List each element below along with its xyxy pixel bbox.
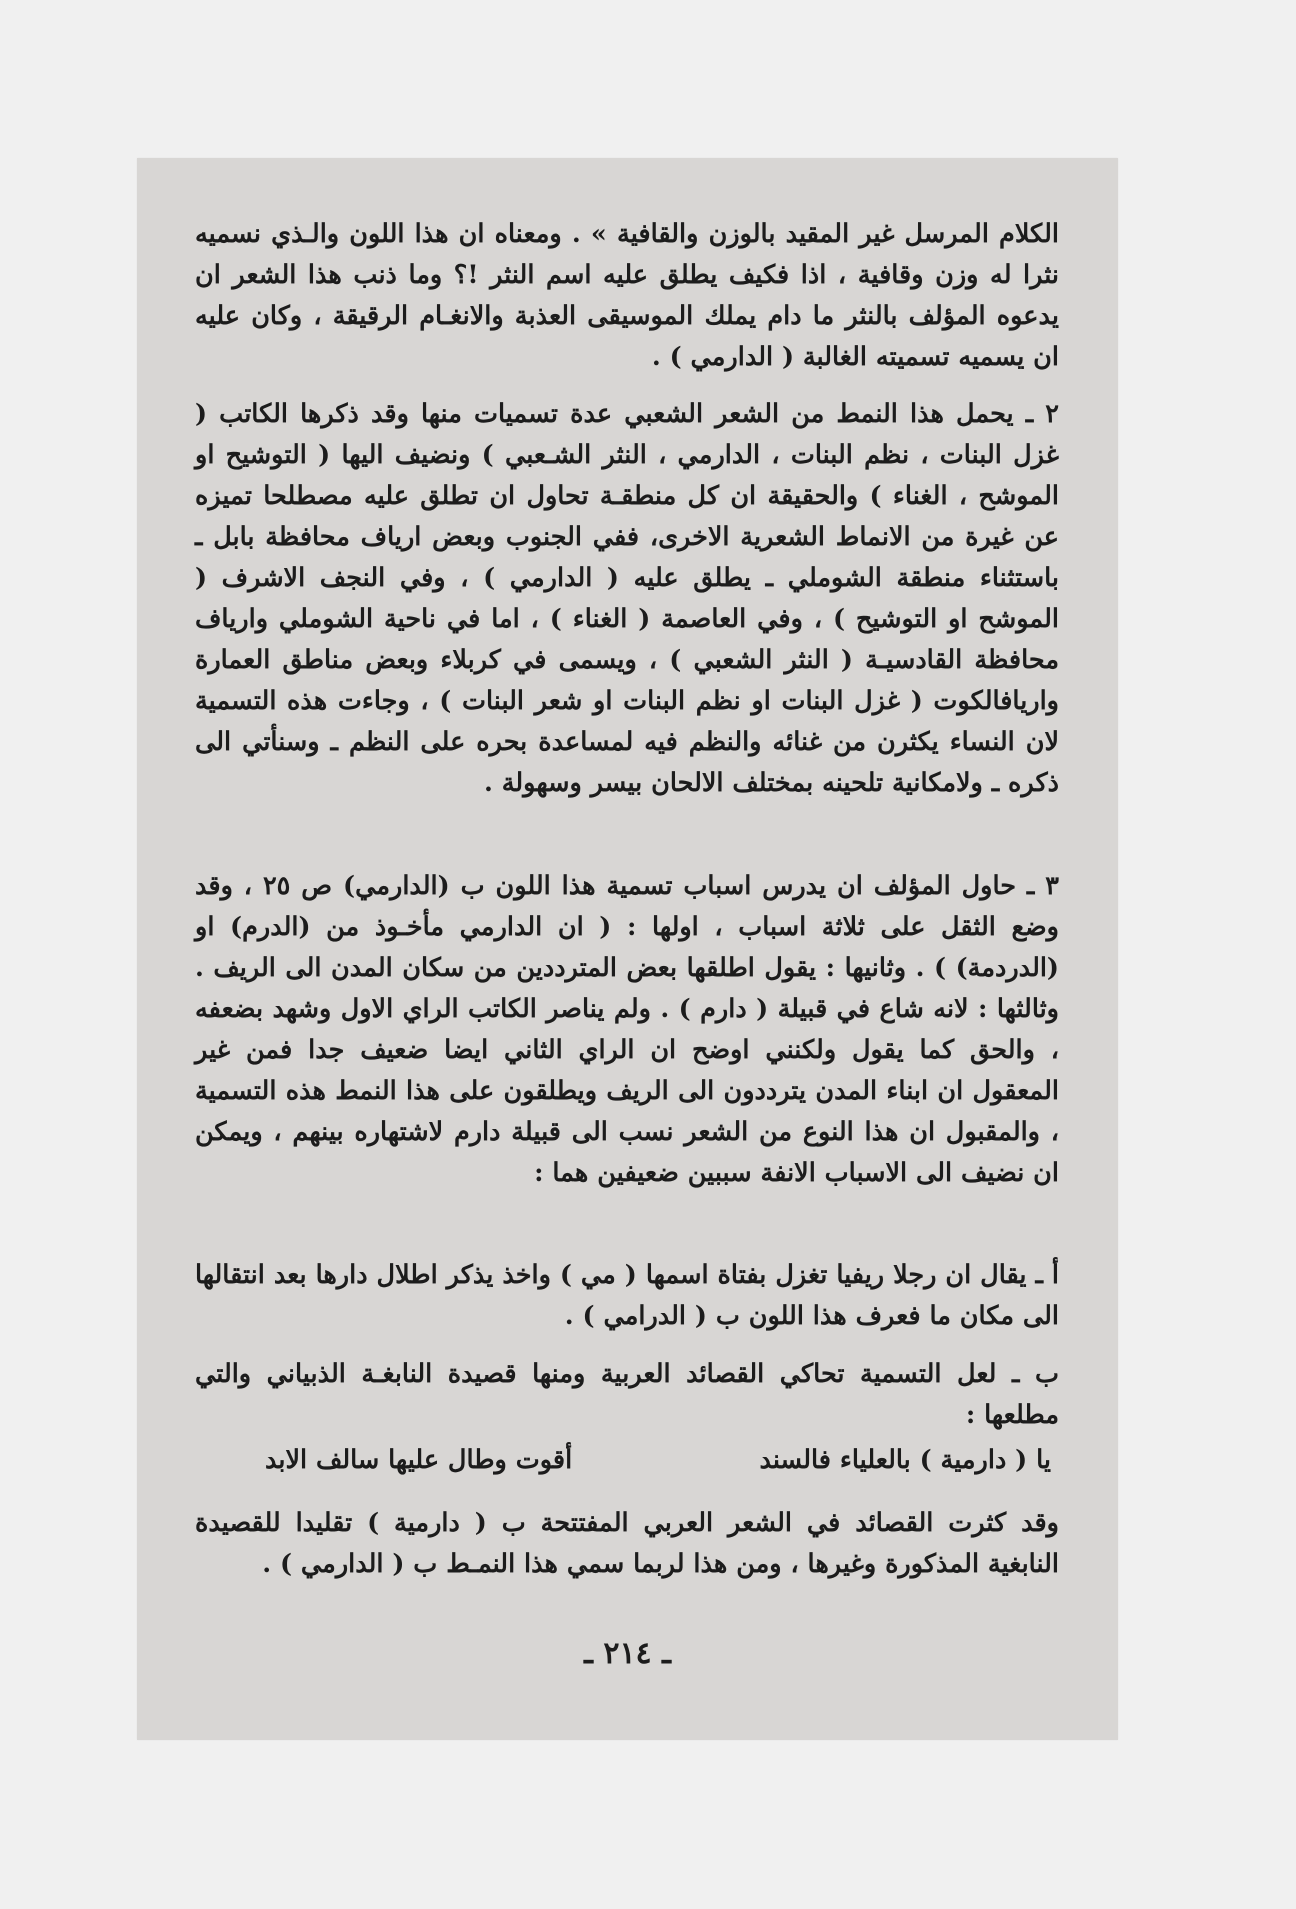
poem-verse [195,1440,1059,1481]
paragraph-closing: وقد كثرت القصائد في الشعر العربي المفتتحة ب ( دارمية ) تقليدا للقصيدة النابغية المذكورة وغيرها ، ومن هذا لربما سمي هذا النمـط ب ( الدارمي ) . [195,1508,1059,1579]
paragraph-b: ب ـ لعل التسمية تحاكي القصائد العربية ومنها قصيدة النابغـة الذبياني والتي مطلعها : [195,1359,1059,1430]
paragraph-2: ٢ ـ يحمل هذا النمط من الشعر الشعبي عدة تسميات منها وقد ذكرها الكاتب ( غزل البنات ، نظم البنات ، الدارمي ، النثر الشـعبي ) ونضيف اليها ( التوشيح او الموشح ، الغناء ) والحقيقة ان كل منطقـة تحاول ان تطلق عليه مصطلحا تميزه عن غيرة من الانماط الشعرية الاخرى، ففي الجنوب وبعض ارياف محافظة بابل ـ باستثناء منطقة الشوملي ـ يطلق عليه ( الدارمي ) ، وفي النجف الاشرف ( الموشح او التوشيح ) ، وفي العاصمة ( الغناء ) ، اما في ناحية الشوملي وارياف محافظة القادسيـة ( النثر الشعبي ) ، ويسمى في كربلاء وبعض مناطق العمارة واريافالكوت ( غزل البنات او نظم البنات او شعر البنات ) ، وجاءت هذه التسمية لان النساء يكثرن من غنائه والنظم فيه لمساعدة بحره على النظم ـ وسنأتي الى ذكره ـ ولامكانية تلحينه بمختلف الالحان بيسر وسهولة . [195,399,1059,798]
paragraph-3: ٣ ـ حاول المؤلف ان يدرس اسباب تسمية هذا اللون ب (الدارمي) ص ٢٥ ، وقد وضع الثقل على ثلاثة اسباب ، اولها : ( ان الدارمي مأخـوذ من (الدرم) او (الدردمة) ) . وثانيها : يقول اطلقها بعض المترددين من سكان المدن الى الريف . وثالثها : لانه شاع في قبيلة ( دارم ) . ولم يناصر الكاتب الراي الاول وشهد بضعفه ، والحق كما يقول ولكنني اوضح ان الراي الثاني ايضا ضعيف جدا فمن غير المعقول ان ابناء المدن يترددون الى الريف ويطلقون على هذا النمط هذه التسمية ، والمقبول ان هذا النوع من الشعر نسب الى قبيلة دارم لاشتهاره بينهم ، ويمكن ان نضيف الى الاسباب الانفة سببين ضعيفين هما : [195,871,1059,1188]
verse-first-hemistich: يا ( دارمية ) بالعلياء فالسند [759,1445,1051,1475]
paragraph-a: أ ـ يقال ان رجلا ريفيا تغزل بفتاة اسمها ( مي ) واخذ يذكر اطلال دارها بعد انتقالها الى مكان ما فعرف هذا اللون ب ( الدرامي ) . [195,1260,1059,1331]
paragraph-intro: الكلام المرسل غير المقيد بالوزن والقافية » . ومعناه ان هذا اللون والـذي نسميه نثرا له وزن وقافية ، اذا فكيف يطلق عليه اسم النثر !؟ وما ذنب هذا الشعر ان يدعوه المؤلف بالنثر ما دام يملك الموسيقى العذبة والانغـام الرقيقة ، وكان عليه ان يسميه تسميته الغالبة ( الدارمي ) . [195,219,1059,372]
scanned-page [137,158,1118,1740]
verse-second-hemistich: أقوت وطال عليها سالف الابد [265,1445,573,1475]
page-number: ـ ٢١٤ ـ [584,1636,671,1671]
